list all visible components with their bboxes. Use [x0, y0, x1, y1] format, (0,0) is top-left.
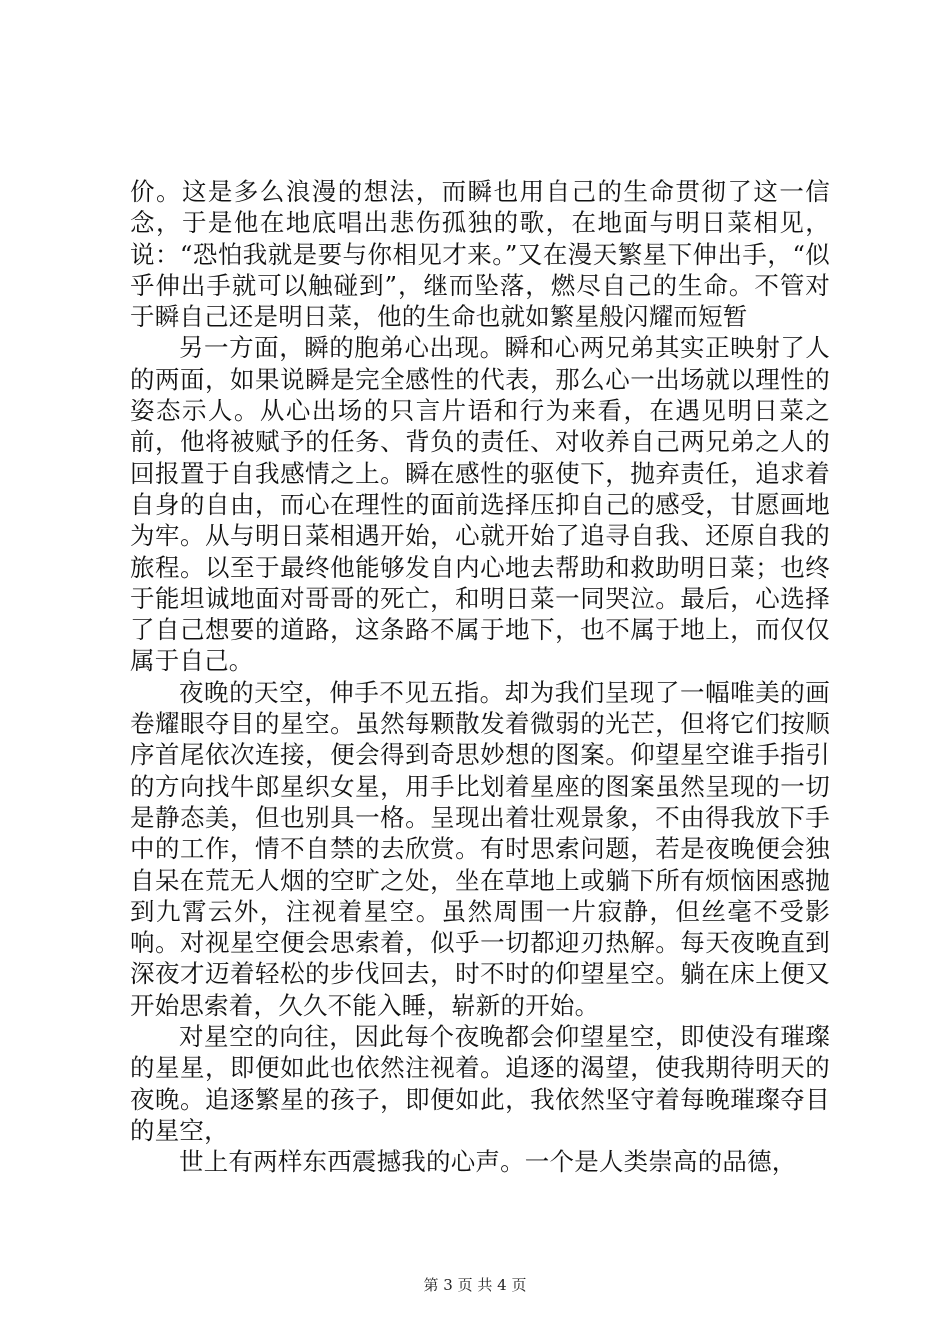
page-footer	[0, 1275, 950, 1295]
page-number-label: 第 3 页 共 4 页	[423, 1276, 527, 1294]
paragraph-4: 对星空的向往，因此每个夜晚都会仰望星空，即使没有璀璨的星星，即便如此也依然注视着。追逐的渴望，使我期待明天的夜晚。追逐繁星的孩子，即便如此，我依然坚守着每晚璀璨夺目的星空，	[130, 1022, 830, 1145]
paragraph-2: 另一方面，瞬的胞弟心出现。瞬和心两兄弟其实正映射了人的两面，如果说瞬是完全感性的代表，那么心一出场就以理性的姿态示人。从心出场的只言片语和行为来看，在遇见明日菜之前，他将被赋予的任务、背负的责任、对收养自己两兄弟之人的回报置于自我感情之上。瞬在感性的驱使下，抛弃责任，追求着自身的自由，而心在理性的面前选择压抑自己的感受，甘愿画地为牢。从与明日菜相遇开始，心就开始了追寻自我、还原自我的旅程。以至于最终他能够发自内心地去帮助和救助明日菜；也终于能坦诚地面对哥哥的死亡，和明日菜一同哭泣。最后，心选择了自己想要的道路，这条路不属于地下，也不属于地上，而仅仅属于自己。	[130, 333, 830, 676]
body-text	[130, 176, 830, 1178]
paragraph-1: 价。这是多么浪漫的想法，而瞬也用自己的生命贯彻了这一信念，于是他在地底唱出悲伤孤独的歌，在地面与明日菜相见，说：“恐怕我就是要与你相见才来。”又在漫天繁星下伸出手，“似乎伸出手就可以触碰到”，继而坠落，燃尽自己的生命。不管对于瞬自己还是明日菜，他的生命也就如繁星般闪耀而短暂	[130, 177, 830, 332]
paragraph-3: 夜晚的天空，伸手不见五指。却为我们呈现了一幅唯美的画卷耀眼夺目的星空。虽然每颗散发着微弱的光芒，但将它们按顺序首尾依次连接，便会得到奇思妙想的图案。仰望星空谁手指引的方向找牛郎星织女星，用手比划着星座的图案虽然呈现的一切是静态美，但也别具一格。呈现出着壮观景象，不由得我放下手中的工作，情不自禁的去欣赏。有时思索问题，若是夜晚便会独自呆在荒无人烟的空旷之处，坐在草地上或躺下所有烦恼困惑抛到九霄云外，注视着星空。虽然周围一片寂静，但丝毫不受影响。对视星空便会思索着，似乎一切都迎刃热解。每天夜晚直到深夜才迈着轻松的步伐回去，时不时的仰望星空。躺在床上便又开始思索着，久久不能入睡，崭新的开始。	[130, 677, 830, 1020]
paragraph-5: 世上有两样东西震撼我的心声。一个是人类崇高的品德，	[179, 1147, 797, 1177]
